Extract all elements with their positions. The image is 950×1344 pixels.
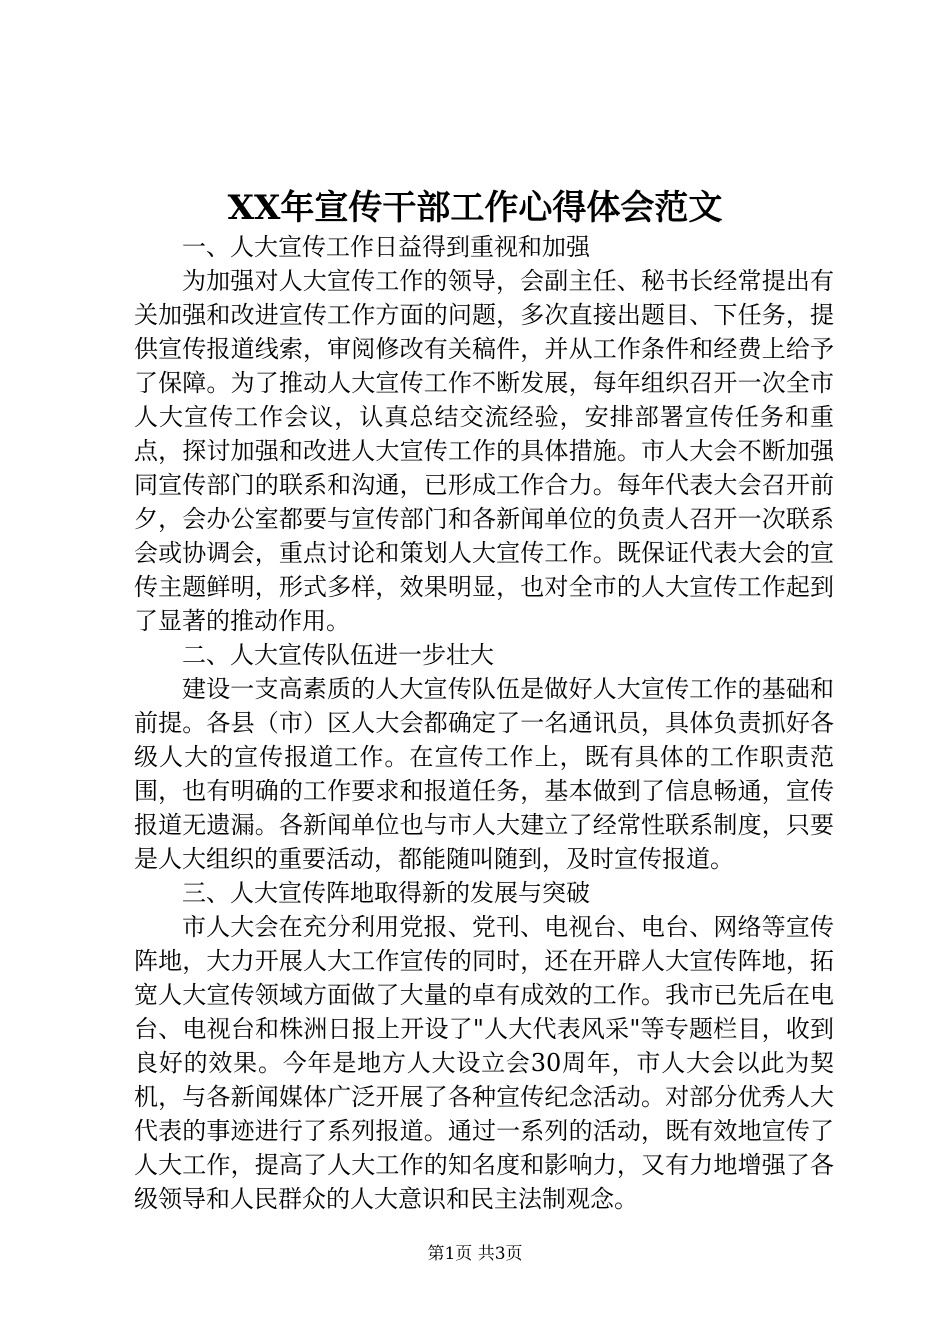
section-3-paragraph: 市人大会在充分利用党报、党刊、电视台、电台、网络等宣传阵地，大力开展人大工作宣传的同时，还在开辟人大宣传阵地，拓宽人大宣传领域方面做了大量的卓有成效的工作。我市已先后在电台、电视台和株洲日报上开设了"人大代表风采"等专题栏目，收到良好的效果。今年是地方人大设立会30周年，市人大会以此为契机，与各新闻媒体广泛开展了各种宣传纪念活动。对部分优秀人大代表的事迹进行了系列报道。通过一系列的活动，既有效地宣传了人大工作，提高了人大工作的知名度和影响力，又有力地增强了各级领导和人民群众的人大意识和民主法制观念。 <box>134 913 834 1213</box>
document-title: XX年宣传干部工作心得体会范文 <box>227 188 723 228</box>
section-3-heading: 三、人大宣传阵地取得新的发展与突破 <box>182 879 590 907</box>
section-2-heading: 二、人大宣传队伍进一步壮大 <box>182 641 494 669</box>
section-2-paragraph: 建设一支高素质的人大宣传队伍是做好人大宣传工作的基础和前提。各县（市）区人大会都确定了一名通讯员，具体负责抓好各级人大的宣传报道工作。在宣传工作上，既有具体的工作职责范围，也有明确的工作要求和报道任务，基本做到了信息畅通，宣传报道无遗漏。各新闻单位也与市人大建立了经常性联系制度，只要是人大组织的重要活动，都能随叫随到，及时宣传报道。 <box>134 675 834 873</box>
section-1-paragraph: 为加强对人大宣传工作的领导，会副主任、秘书长经常提出有关加强和改进宣传工作方面的问题，多次直接出题目、下任务，提供宣传报道线索，审阅修改有关稿件，并从工作条件和经费上给予了保障。为了推动人大宣传工作不断发展，每年组织召开一次全市人大宣传工作会议，认真总结交流经验，安排部署宣传任务和重点，探讨加强和改进人大宣传工作的具体措施。市人大会不断加强同宣传部门的联系和沟通，已形成工作合力。每年代表大会召开前夕，会办公室都要与宣传部门和各新闻单位的负责人召开一次联系会或协调会，重点讨论和策划人大宣传工作。既保证代表大会的宣传主题鲜明，形式多样，效果明显，也对全市的人大宣传工作起到了显著的推动作用。 <box>134 267 834 635</box>
page-footer: 第1页 共3页 <box>427 1244 523 1264</box>
document-body <box>134 230 834 1216</box>
section-1-heading: 一、人大宣传工作日益得到重视和加强 <box>182 233 590 261</box>
